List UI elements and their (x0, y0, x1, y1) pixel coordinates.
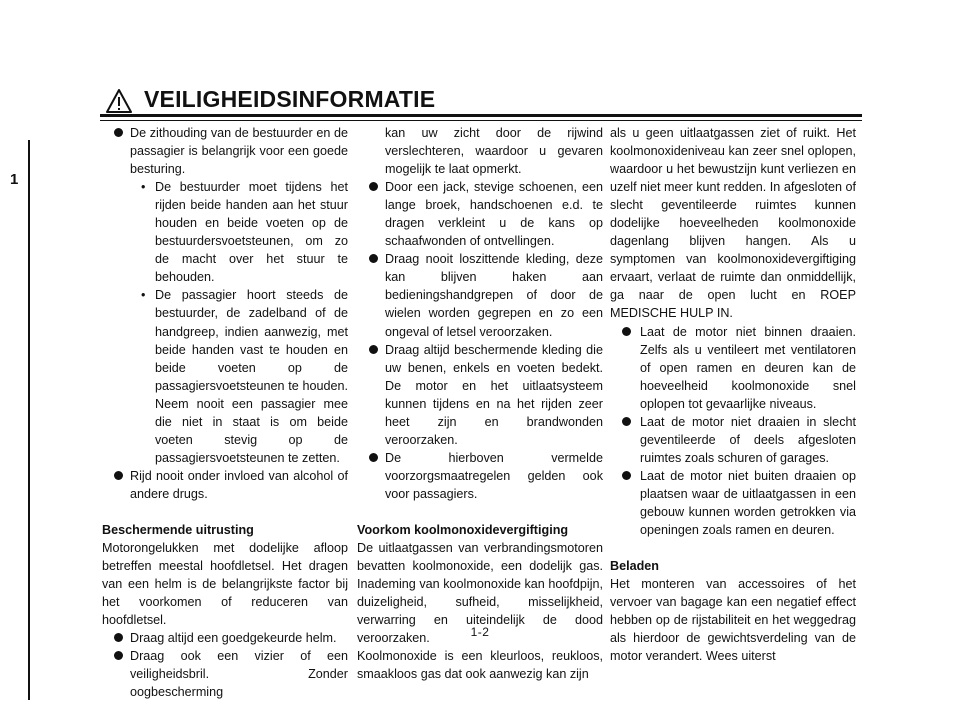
bullet-item (357, 449, 603, 503)
section-heading: Beschermende uitrusting (102, 522, 254, 537)
paragraph: Het monteren van accessoires of het vervoer van bagage kan een negatief effect hebben op de rijstabiliteit en het weggedrag als hierdoor de gewichtsverdeling van de motor verandert. Wees uiterst (610, 577, 856, 664)
bullet-text: Laat de motor niet binnen draaien. Zelfs als u ventileert met ventilatoren of open ramen en deuren kan de hoeveelheid koolmonoxide snel oplopen tot gevaarlijke niveaus. (640, 324, 856, 411)
section-heading: Voorkom koolmonoxidevergiftiging (357, 522, 569, 537)
bullet-text: De hierboven vermelde voorzorgsmaatregelen gelden ook voor passagiers. (385, 450, 603, 501)
bullet-dot-icon (622, 327, 631, 336)
bullet-dot-icon (622, 417, 631, 426)
bullet-text: Draag ook een vizier of een veiligheidsbril. Zonder oogbescherming (130, 649, 348, 700)
section-header (100, 84, 862, 114)
bullet-dot-icon (114, 471, 123, 480)
sub-item (129, 178, 348, 286)
bullet-text: Door een jack, stevige schoenen, een lange broek, handschoenen e.d. te dragen verkleint u de kans op schaafwonden of ontvellingen. (385, 180, 603, 249)
bullet-dot-icon (114, 128, 123, 137)
bullet-dot-icon (622, 471, 631, 480)
text-column-2 (357, 124, 603, 683)
bullet-text: Laat de motor niet draaien in slecht geventileerde of deels afgesloten ruimtes zoals schuren of garages. (640, 414, 856, 465)
sub-item-text: De bestuurder moet tijdens het rijden beide handen aan het stuur houden en beide voeten op de bestuurdersvoetsteunen, om zo de macht over het stuur te behouden. (155, 180, 348, 285)
chapter-number: 1 (10, 171, 19, 188)
bullet-text: Laat de motor niet buiten draaien op plaatsen waar de uitlaatgassen in een gebouw kunnen worden getrokken via openingen zoals ramen en deuren. (640, 468, 856, 538)
bullet-item (102, 124, 348, 178)
section-title: VEILIGHEIDSINFORMATIE (144, 86, 436, 112)
sub-item (129, 286, 348, 466)
page-number: 1-2 (470, 625, 490, 639)
bullet-item (610, 413, 856, 467)
bullet-text: Draag altijd beschermende kleding die uw benen, enkels en voeten bedekt. De motor en het uitlaatsysteem kunnen tijdens en na het rijden zeer heet zijn en brandwonden veroorzaken. (385, 342, 603, 447)
text-column-3 (610, 124, 856, 665)
paragraph: Koolmonoxide is een kleurloos, reukloos, smaakloos gas dat ook aanwezig kan zijn (357, 649, 603, 682)
sub-bullet-icon: • (141, 288, 146, 303)
bullet-item (357, 341, 603, 449)
continued-text: kan uw zicht door de rijwind verslechteren, waardoor u gevaren mogelijk te laat opmerkt. (385, 126, 603, 177)
section-heading: Beladen (610, 559, 659, 574)
bullet-text: Rijd nooit onder invloed van alcohol of andere drugs. (130, 468, 348, 501)
bullet-text: De zithouding van de bestuurder en de passagier is belangrijk voor een goede besturing. (130, 126, 348, 177)
paragraph: Motorongelukken met dodelijke afloop betreffen meestal hoofdletsel. Het dragen van een helm is de belangrijkste factor bij het voorkomen of reduceren van hoofdletsel. (102, 541, 348, 628)
bullet-dot-icon (369, 453, 378, 462)
bullet-text: Draag nooit loszittende kleding, deze kan blijven haken aan bedieningshandgrepen of door de wielen worden gegrepen en zo een ongeval of letsel veroorzaken. (385, 252, 603, 339)
warning-triangle-icon (105, 88, 133, 114)
continued-text: als u geen uitlaatgassen ziet of ruikt. Het koolmonoxideniveau kan zeer snel oplopen, waardoor u het bewustzijn kunt verliezen en uzelf niet meer kunt redden. In afgesloten of slecht geventileerde ruimtes kunnen dodelijke hoeveelheden koolmonoxide dagenlang blijven hangen. Als u symptomen van koolmonoxidevergiftiging ervaart, verlaat de ruimte dan onmiddellijk, ga naar de open lucht en ROEP MEDISCHE HULP IN. (610, 126, 856, 321)
bullet-text: Draag altijd een goedgekeurde helm. (130, 631, 337, 646)
bullet-item (610, 323, 856, 413)
bullet-item (357, 178, 603, 250)
bullet-dot-icon (369, 254, 378, 263)
header-rule-thin (100, 120, 862, 121)
sub-bullet-icon: • (141, 180, 146, 195)
sub-list (102, 178, 348, 467)
chapter-tab (0, 140, 30, 700)
sub-item-text: De passagier hoort steeds de bestuurder, de zadelband of de handgreep, indien aanwezig, met beide handen vast te houden en beide voeten op de passagiersvoetsteunen te houden. Neem nooit een passagier mee die niet in staat is om beide voeten stevig op de passagiersvoetsteunen te zetten. (155, 288, 348, 465)
bullet-dot-icon (114, 651, 123, 660)
bullet-item (102, 647, 348, 701)
bullet-item (102, 467, 348, 503)
text-column-1 (102, 124, 348, 701)
paragraph: De uitlaatgassen van verbrandingsmotoren bevatten koolmonoxide, een dodelijk gas. Inademing van koolmonoxide kan hoofdpijn, duizeligheid, sufheid, misselijkheid, verwarring en uiteindelijk de dood veroorzaken. (357, 541, 603, 646)
header-rule (100, 114, 862, 117)
bullet-item (610, 467, 856, 539)
bullet-dot-icon (369, 182, 378, 191)
bullet-item (357, 250, 603, 340)
bullet-dot-icon (369, 345, 378, 354)
